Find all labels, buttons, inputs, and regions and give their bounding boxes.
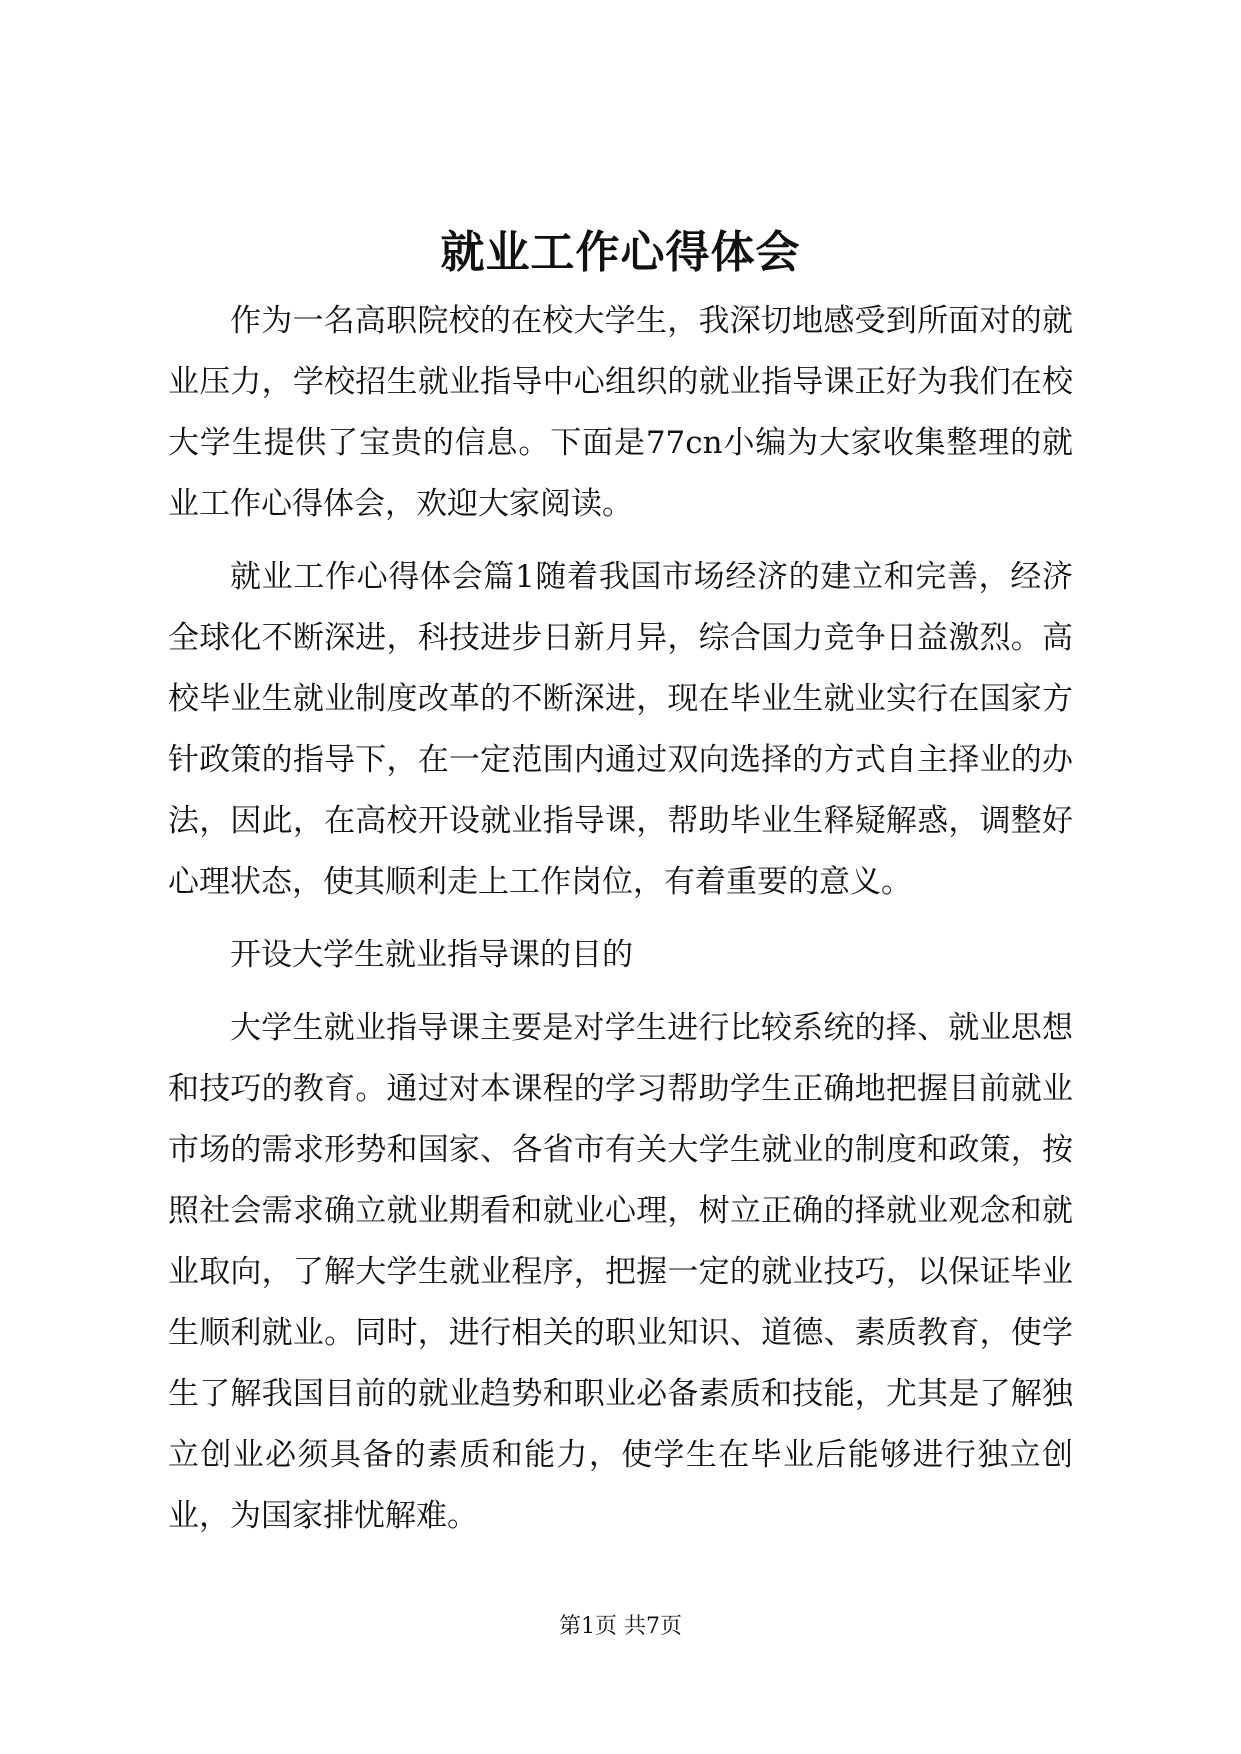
document-title: 就业工作心得体会 — [440, 227, 801, 278]
document-body — [168, 291, 1073, 1547]
page-number-footer: 第1页 共7页 — [559, 1614, 682, 1639]
paragraph-article-1: 就业工作心得体会篇1随着我国市场经济的建立和完善，经济全球化不断深进，科技进步日新月异，综合国力竞争日益激烈。高校毕业生就业制度改革的不断深进，现在毕业生就业实行在国家方针政策的指导下，在一定范围内通过双向选择的方式自主择业的办法，因此，在高校开设就业指导课，帮助毕业生释疑解惑，调整好心理状态，使其顺利走上工作岗位，有着重要的意义。 — [168, 559, 1073, 900]
paragraph-intro: 作为一名高职院校的在校大学生，我深切地感受到所面对的就业压力，学校招生就业指导中心组织的就业指导课正好为我们在校大学生提供了宝贵的信息。下面是77cn小编为大家收集整理的就业工作心得体会，欢迎大家阅读。 — [168, 303, 1073, 522]
paragraph-purpose: 大学生就业指导课主要是对学生进行比较系统的择、就业思想和技巧的教育。通过对本课程的学习帮助学生正确地把握目前就业市场的需求形势和国家、各省市有关大学生就业的制度和政策，按照社会需求确立就业期看和就业心理，树立正确的择就业观念和就业取向，了解大学生就业程序，把握一定的就业技巧，以保证毕业生顺利就业。同时，进行相关的职业知识、道德、素质教育，使学生了解我国目前的就业趋势和职业必备素质和技能，尤其是了解独立创业必须具备的素质和能力，使学生在毕业后能够进行独立创业，为国家排忧解难。 — [168, 1010, 1073, 1534]
section-heading: 开设大学生就业指导课的目的 — [230, 937, 633, 973]
